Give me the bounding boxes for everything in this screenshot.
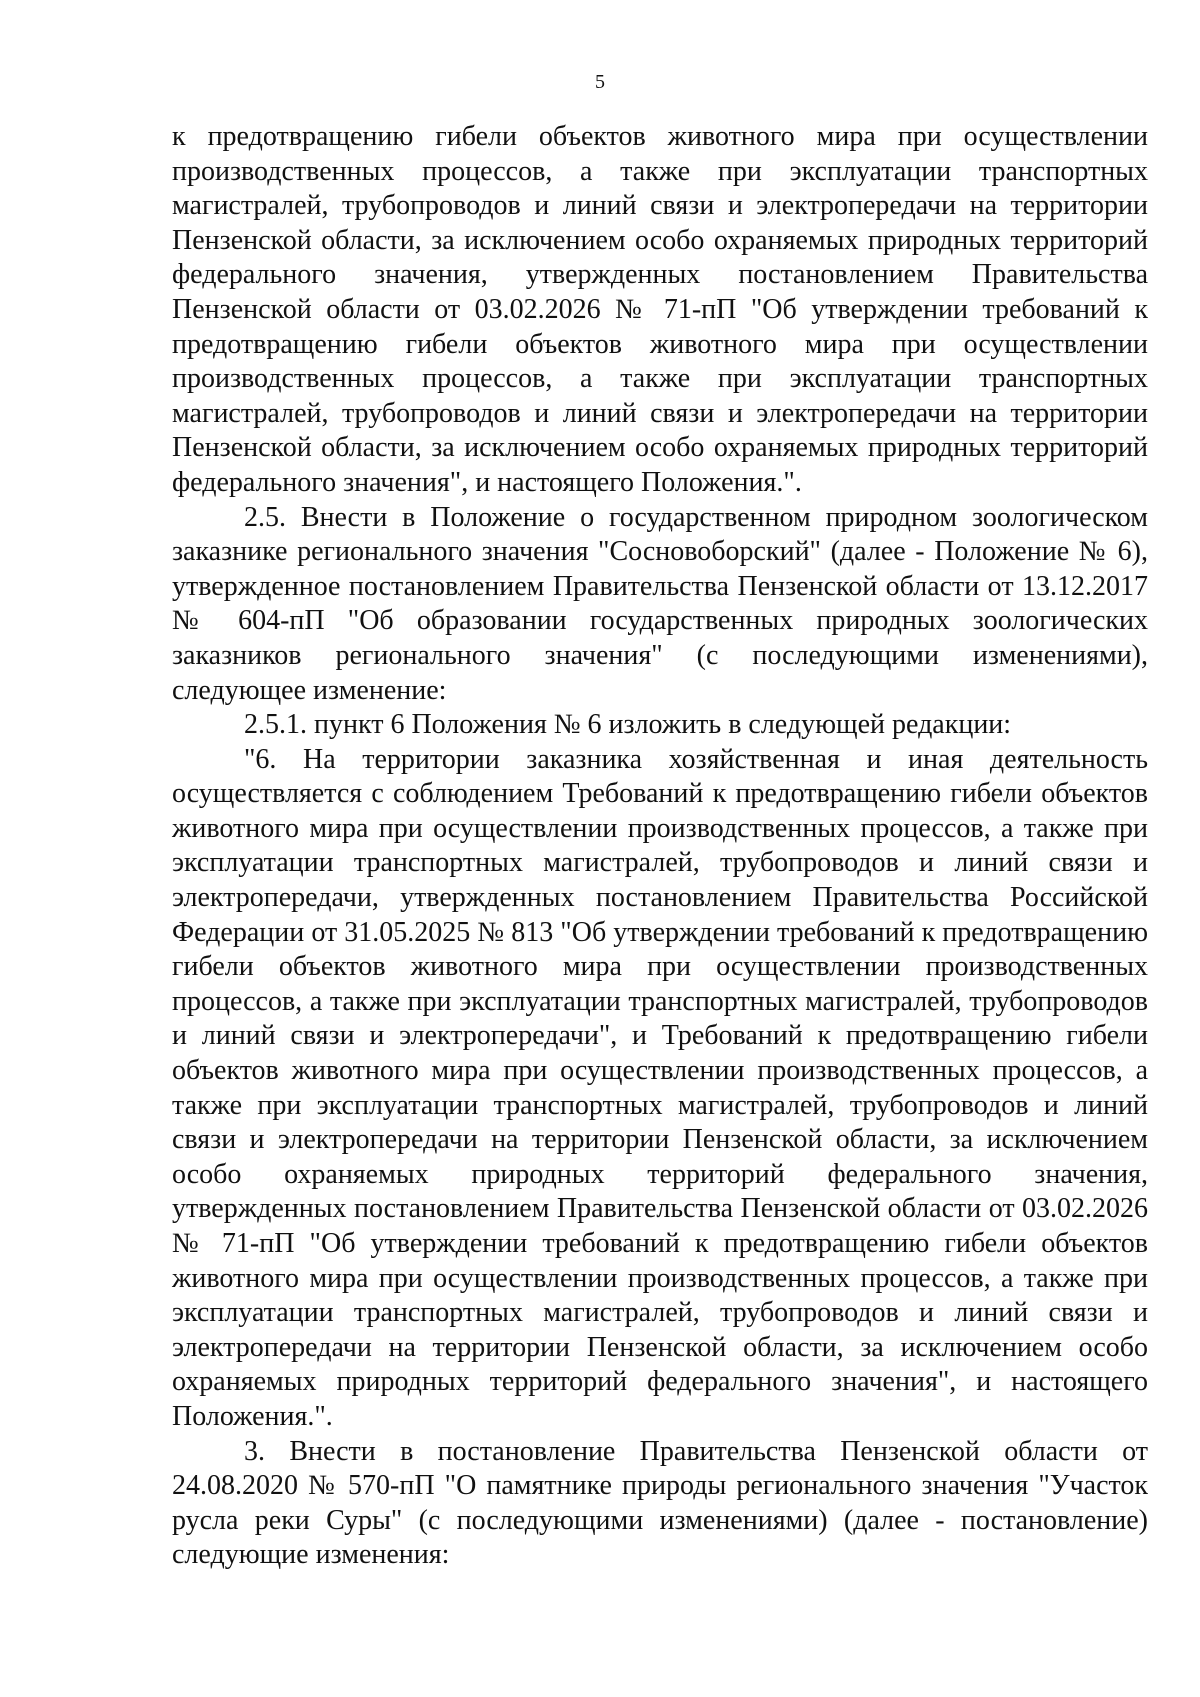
document-body bbox=[172, 120, 1148, 1573]
page-number: 5 bbox=[595, 71, 605, 93]
paragraph-item-6-quote: "6. На территории заказника хозяйственная и иная деятельность осуществляется с соблюдением Требований к предотвращению гибели объектов животного мира при осуществлении производственных процессов, а также при эксплуатации транспортных магистралей, трубопроводов и линий связи и электропередачи, утвержденных постановлением Правительства Российской Федерации от 31.05.2025 № 813 "Об утверждении требований к предотвращению гибели объектов животного мира при осуществлении производственных процессов, а также при эксплуатации транспортных магистралей, трубопроводов и линий связи и электропередачи", и Требований к предотвращению гибели объектов животного мира при осуществлении производственных процессов, а также при эксплуатации транспортных магистралей, трубопроводов и линий связи и электропередачи на территории Пензенской области, за исключением особо охраняемых природных территорий федерального значения, утвержденных постановлением Правительства Пензенской области от 03.02.2026 № 71-пП "Об утверждении требований к предотвращению гибели объектов животного мира при осуществлении производственных процессов, а также при эксплуатации транспортных магистралей, трубопроводов и линий связи и электропередачи на территории Пензенской области, за исключением особо охраняемых природных территорий федерального значения", и настоящего Положения.". bbox=[172, 743, 1148, 1432]
paragraph-item-2-5-1: 2.5.1. пункт 6 Положения № 6 изложить в следующей редакции: bbox=[244, 709, 1012, 741]
paragraph-continuation: к предотвращению гибели объектов животного мира при осуществлении производственных процессов, а также при эксплуатации транспортных магистралей, трубопроводов и линий связи и электропередачи на территории Пензенской области, за исключением особо охраняемых природных территорий федерального значения, утвержденных постановлением Правительства Пензенской области от 03.02.2026 № 71-пП "Об утверждении требований к предотвращению гибели объектов животного мира при осуществлении производственных процессов, а также при эксплуатации транспортных магистралей, трубопроводов и линий связи и электропередачи на территории Пензенской области, за исключением особо охраняемых природных территорий федерального значения", и настоящего Положения.". bbox=[172, 121, 1148, 498]
paragraph-item-3: 3. Внести в постановление Правительства Пензенской области от 24.08.2020 № 570-пП "О памятнике природы регионального значения "Участок русла реки Суры" (с последующими изменениями) (далее - постановление) следующие изменения: bbox=[172, 1435, 1148, 1571]
paragraph-item-2-5: 2.5. Внести в Положение о государственном природном зоологическом заказнике регионального значения "Сосновоборский" (далее - Положение № 6), утвержденное постановлением Правительства Пензенской области от 13.12.2017 № 604-пП "Об образовании государственных природных зоологических заказников регионального значения" (с последующими изменениями), следующее изменение: bbox=[172, 501, 1148, 706]
